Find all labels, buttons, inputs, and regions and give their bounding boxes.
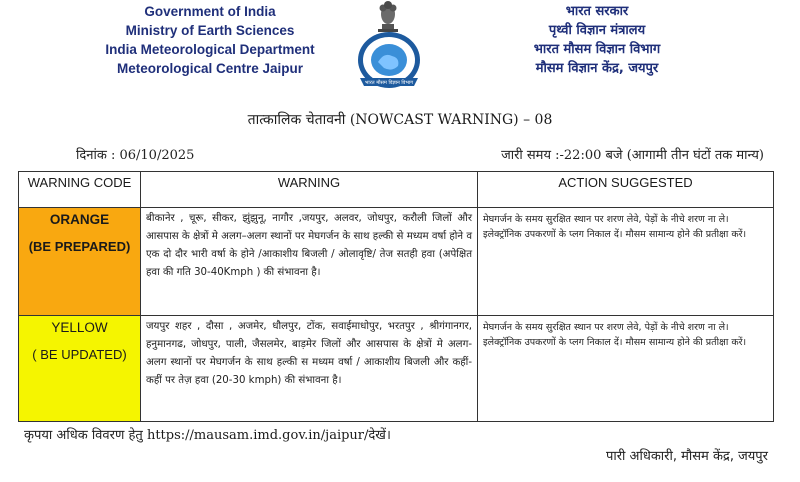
header-line: भारत सरकार xyxy=(565,4,629,19)
column-header-action: ACTION SUGGESTED xyxy=(478,172,774,208)
action-text: मेघगर्जन के समय सुरक्षित स्थान पर शरण लेवे, पेड़ों के नीचे शरण ना ले। इलेक्ट्रॉनिक उपकरणों के प्लग निकाल दें। मौसम सामान्य होने की प्रतीक्षा करें। xyxy=(478,316,774,422)
header-line: Ministry of Earth Sciences xyxy=(125,23,295,38)
code-label: YELLOW xyxy=(51,320,108,335)
code-label: ORANGE xyxy=(49,212,110,227)
code-sub-label: (BE PREPARED) xyxy=(28,239,131,254)
header-line: मौसम विज्ञान केंद्र, जयपुर xyxy=(535,61,659,76)
warning-code-orange xyxy=(19,208,141,316)
warning-table xyxy=(18,171,774,422)
table-row xyxy=(19,316,774,422)
footer-note-prefix: कृपया अधिक विवरण हेतु xyxy=(24,428,143,443)
warning-text: जयपुर शहर , दौसा , अजमेर, धौलपुर, टोंक, सवाईमाधोपुर, भरतपुर , श्रीगंगानगर, हनुमानगढ, जोधपुर, पाली, जैसलमेर, बाड़मेर जिलों और आसपास के क्षेत्रों मे अलग-अलग स्थानों पर मेघगर्जन के साथ हल्की स मध्यम वर्षा / आकाशीय बिजली और कहीं-कहीं पर तेज़ हवा (20-30 kmph) की संभावना है। xyxy=(141,316,478,422)
issue-time: जारी समय :-22:00 बजे (आगामी तीन घंटों तक मान्य) xyxy=(501,148,764,163)
issue-date: दिनांक : 06/10/2025 xyxy=(76,148,195,163)
footer-note xyxy=(24,425,391,443)
warning-text: बीकानेर , चूरू, सीकर, झुंझुनू, नागौर ,जयपुर, अलवर, जोधपुर, करौली जिलों और आसपास के क्षेत्रों मे अलग–अलग स्थानों पर मेघगर्जन के साथ हल्की से मध्यम वर्षा होने व एक दो दौर भारी वर्षा के होने /आकाशीय बिजली / ओलावृष्टि/ तेज सतही हवा (अपेक्षित हवा की गति 30-40Kmph ) की संभावना है। xyxy=(141,208,478,316)
code-sub-label: ( BE UPDATED) xyxy=(32,347,127,362)
footer-note-suffix: देखें। xyxy=(368,428,391,443)
warning-code-yellow xyxy=(19,316,141,422)
header-line: पृथ्वी विज्ञान मंत्रालय xyxy=(548,23,646,38)
header-line: Meteorological Centre Jaipur xyxy=(116,61,304,76)
imd-logo-icon xyxy=(356,30,422,90)
action-text: मेघगर्जन के समय सुरक्षित स्थान पर शरण लेवे, पेड़ों के नीचे शरण ना ले। इलेक्ट्रॉनिक उपकरणों के प्लग निकाल दें। मौसम सामान्य होने की प्रतीक्षा करें। xyxy=(478,208,774,316)
details-link[interactable]: https://mausam.imd.gov.in/jaipur/ xyxy=(146,428,369,443)
national-emblem-icon xyxy=(368,0,408,34)
column-header-code: WARNING CODE xyxy=(19,172,141,208)
header-english xyxy=(60,2,360,78)
header-line: भारत मौसम विज्ञान विभाग xyxy=(533,42,661,57)
table-row xyxy=(19,208,774,316)
logo-text: भारत मौसम विज्ञान विभाग xyxy=(364,80,414,86)
header-line: India Meteorological Department xyxy=(105,42,315,57)
column-header-warning: WARNING xyxy=(141,172,478,208)
header-hindi xyxy=(482,2,712,78)
page-title: तात्कालिक चेतावनी (NOWCAST WARNING) – 08 xyxy=(247,112,553,128)
table-header-row xyxy=(19,172,774,208)
signature: पारी अधिकारी, मौसम केंद्र, जयपुर xyxy=(605,449,768,464)
header-line: Government of India xyxy=(144,4,276,19)
